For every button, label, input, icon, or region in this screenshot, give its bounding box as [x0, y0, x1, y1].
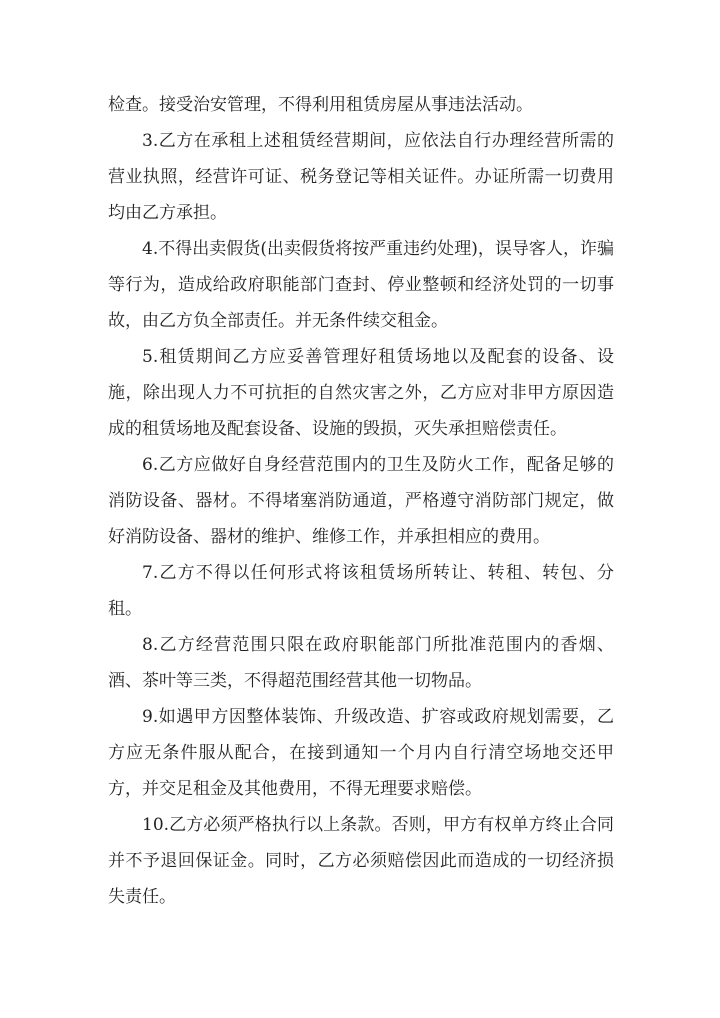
paragraph-continuation: 检查。接受治安管理，不得利用租赁房屋从事违法活动。	[108, 95, 533, 115]
clause-4: 4.不得出卖假货(出卖假货将按严重违约处理)，误导客人，诈骗等行为，造成给政府职能部门查封、停业整顿和经济处罚的一切事故，由乙方负全部责任。并无条件续交租金。	[108, 239, 614, 331]
document-body	[108, 87, 614, 915]
clause-8: 8.乙方经营范围只限在政府职能部门所批准范围内的香烟、酒、茶叶等三类，不得超范围经营其他一切物品。	[108, 635, 614, 691]
clause-10: 10.乙方必须严格执行以上条款。否则，甲方有权单方终止合同并不予退回保证金。同时，乙方必须赔偿因此而造成的一切经济损失责任。	[108, 815, 614, 907]
clause-6: 6.乙方应做好自身经营范围内的卫生及防火工作，配备足够的消防设备、器材。不得堵塞消防通道，严格遵守消防部门规定，做好消防设备、器材的维护、维修工作，并承担相应的费用。	[108, 455, 614, 547]
clause-5: 5.租赁期间乙方应妥善管理好租赁场地以及配套的设备、设施，除出现人力不可抗拒的自然灾害之外，乙方应对非甲方原因造成的租赁场地及配套设备、设施的毁损，灭失承担赔偿责任。	[108, 347, 614, 439]
clause-3: 3.乙方在承租上述租赁经营期间，应依法自行办理经营所需的营业执照，经营许可证、税务登记等相关证件。办证所需一切费用均由乙方承担。	[108, 131, 614, 223]
clause-7: 7.乙方不得以任何形式将该租赁场所转让、转租、转包、分租。	[108, 563, 614, 619]
clause-9: 9.如遇甲方因整体装饰、升级改造、扩容或政府规划需要，乙方应无条件服从配合，在接到通知一个月内自行清空场地交还甲方，并交足租金及其他费用，不得无理要求赔偿。	[108, 707, 614, 799]
